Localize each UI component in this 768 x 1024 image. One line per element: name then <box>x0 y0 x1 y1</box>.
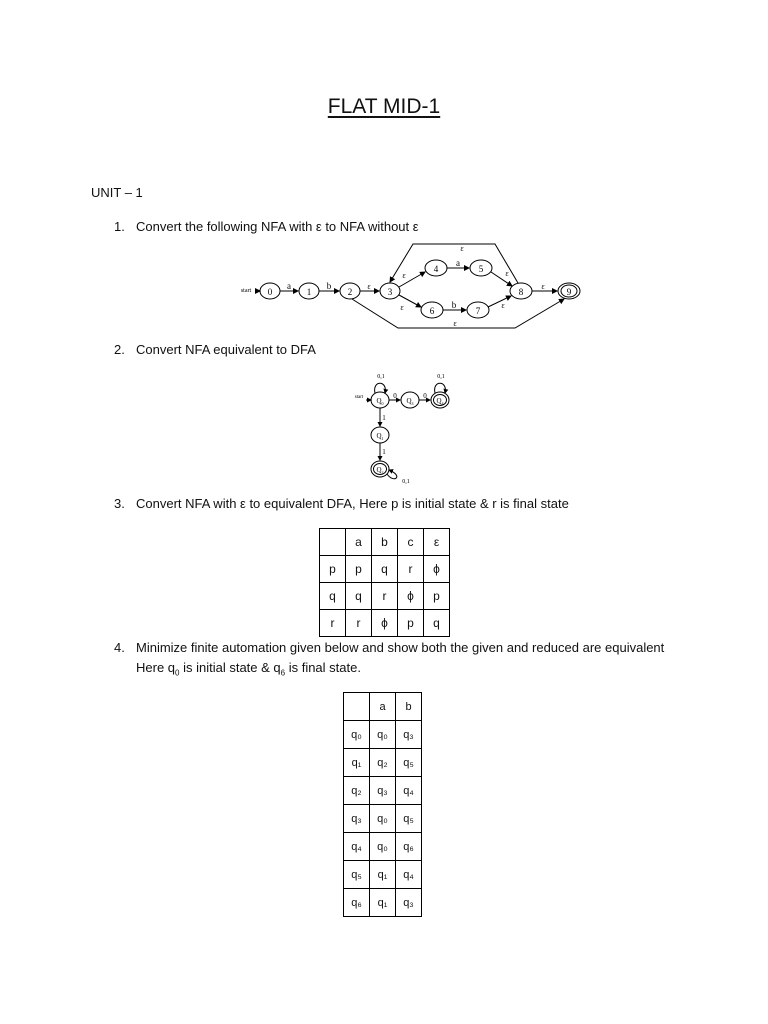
table-cell: ε <box>424 529 450 556</box>
table-cell: ϕ <box>398 583 424 610</box>
question-number: 1. <box>114 219 125 234</box>
table-cell: ϕ <box>424 556 450 583</box>
state-q3: $Q_3$ <box>406 397 414 406</box>
start-label: start <box>240 288 252 294</box>
table-cell: q₀ <box>344 721 370 749</box>
table-header-row <box>320 529 450 556</box>
state-8: 8 <box>518 287 524 297</box>
table-cell: q₆ <box>344 889 370 917</box>
page-title: FLAT MID-1 <box>327 95 441 118</box>
label-zero-one: 0,1 <box>437 374 445 380</box>
table-row <box>320 610 450 637</box>
question-text: Convert NFA equivalent to DFA <box>136 342 316 357</box>
table-cell: q₁ <box>344 749 370 777</box>
nfa-diagram <box>348 366 468 488</box>
table-cell: q₀ <box>370 721 396 749</box>
table-cell <box>320 529 346 556</box>
label-zero: 0 <box>423 392 427 400</box>
table-cell: b <box>372 529 398 556</box>
question-number: 2. <box>114 342 125 357</box>
subscript: 6 <box>280 668 286 678</box>
question-text: is initial state & q <box>179 660 281 675</box>
question-text: Minimize finite automation given below and show both the given and reduced are equivalent <box>136 640 665 655</box>
table-cell: a <box>370 693 396 721</box>
subscript: 0 <box>175 668 180 678</box>
transition-table-q3 <box>319 528 450 637</box>
table-cell: a <box>346 529 372 556</box>
question-text: Convert the following NFA with ε to NFA without ε <box>136 219 419 234</box>
state-0: 0 <box>267 287 273 297</box>
table-cell: r <box>346 610 372 637</box>
table-cell: p <box>320 556 346 583</box>
label-eps: ε <box>541 282 545 291</box>
table-cell: q₃ <box>396 721 422 749</box>
label-one: 1 <box>382 414 386 422</box>
question-text: Convert NFA with ε to equivalent DFA, Here p is initial state & r is final state <box>136 496 569 511</box>
table-row <box>344 805 422 833</box>
question-number: 4. <box>114 640 125 655</box>
label-zero: 0 <box>393 392 397 400</box>
table-cell: p <box>424 583 450 610</box>
table-row <box>320 583 450 610</box>
state-q0: $Q_0$ <box>376 397 384 406</box>
table-cell: q₅ <box>396 805 422 833</box>
label-eps: ε <box>505 269 509 278</box>
state-6: 6 <box>429 306 435 316</box>
state-q1: $Q_1$ <box>376 432 384 441</box>
question-4-line-2 <box>136 660 361 678</box>
label-zero-one: 0,1 <box>377 374 385 380</box>
table-row <box>344 777 422 805</box>
table-row <box>344 861 422 889</box>
table-cell: q₄ <box>396 777 422 805</box>
label-eps: ε <box>400 303 404 312</box>
state-5: 5 <box>478 264 484 274</box>
start-label: start <box>354 395 364 400</box>
table-row <box>344 833 422 861</box>
table-cell: q <box>346 583 372 610</box>
label-eps: ε <box>402 271 406 280</box>
label-zero-one: 0,1 <box>402 479 410 485</box>
table-cell: q₁ <box>370 889 396 917</box>
table-row <box>344 721 422 749</box>
table-cell: q <box>320 583 346 610</box>
label-a: a <box>287 281 291 291</box>
question-number: 3. <box>114 496 125 511</box>
table-row <box>320 556 450 583</box>
table-cell: q₃ <box>396 889 422 917</box>
table-cell: q₀ <box>370 833 396 861</box>
table-cell: q₀ <box>370 805 396 833</box>
state-1: 1 <box>306 287 312 297</box>
state-3: 3 <box>387 287 393 297</box>
table-cell: q <box>424 610 450 637</box>
table-cell: q₂ <box>370 749 396 777</box>
table-cell: q <box>372 556 398 583</box>
table-cell: q₅ <box>396 749 422 777</box>
label-b: b <box>451 300 457 310</box>
table-cell: q₃ <box>370 777 396 805</box>
table-cell: ϕ <box>372 610 398 637</box>
table-cell <box>344 693 370 721</box>
table-cell: r <box>372 583 398 610</box>
table-row <box>344 749 422 777</box>
table-header-row <box>344 693 422 721</box>
label-eps: ε <box>501 301 505 310</box>
state-4: 4 <box>433 264 439 274</box>
question-text: is final state. <box>285 660 361 675</box>
table-cell: p <box>398 610 424 637</box>
table-cell: p <box>346 556 372 583</box>
table-cell: q₄ <box>344 833 370 861</box>
label-eps: ε <box>460 244 464 253</box>
table-cell: q₅ <box>344 861 370 889</box>
label-a: a <box>456 258 460 268</box>
state-q2: $Q_2$ <box>376 466 384 475</box>
table-cell: r <box>398 556 424 583</box>
table-cell: q₃ <box>344 805 370 833</box>
table-cell: c <box>398 529 424 556</box>
label-one: 1 <box>382 448 386 456</box>
label-eps: ε <box>367 282 371 291</box>
nfa-epsilon-diagram <box>230 238 590 336</box>
table-cell: b <box>396 693 422 721</box>
transition-table-q4 <box>343 692 422 917</box>
table-row <box>344 889 422 917</box>
table-cell: r <box>320 610 346 637</box>
unit-heading: UNIT – 1 <box>91 185 143 200</box>
table-cell: q₂ <box>344 777 370 805</box>
state-2: 2 <box>347 287 353 297</box>
state-7: 7 <box>475 306 481 316</box>
state-q4: $Q_4$ <box>436 397 444 406</box>
table-cell: q₁ <box>370 861 396 889</box>
table-cell: q₄ <box>396 861 422 889</box>
state-9: 9 <box>566 287 572 297</box>
question-text: Here q <box>136 660 176 675</box>
label-b: b <box>326 281 332 291</box>
label-eps: ε <box>453 319 457 328</box>
table-cell: q₆ <box>396 833 422 861</box>
